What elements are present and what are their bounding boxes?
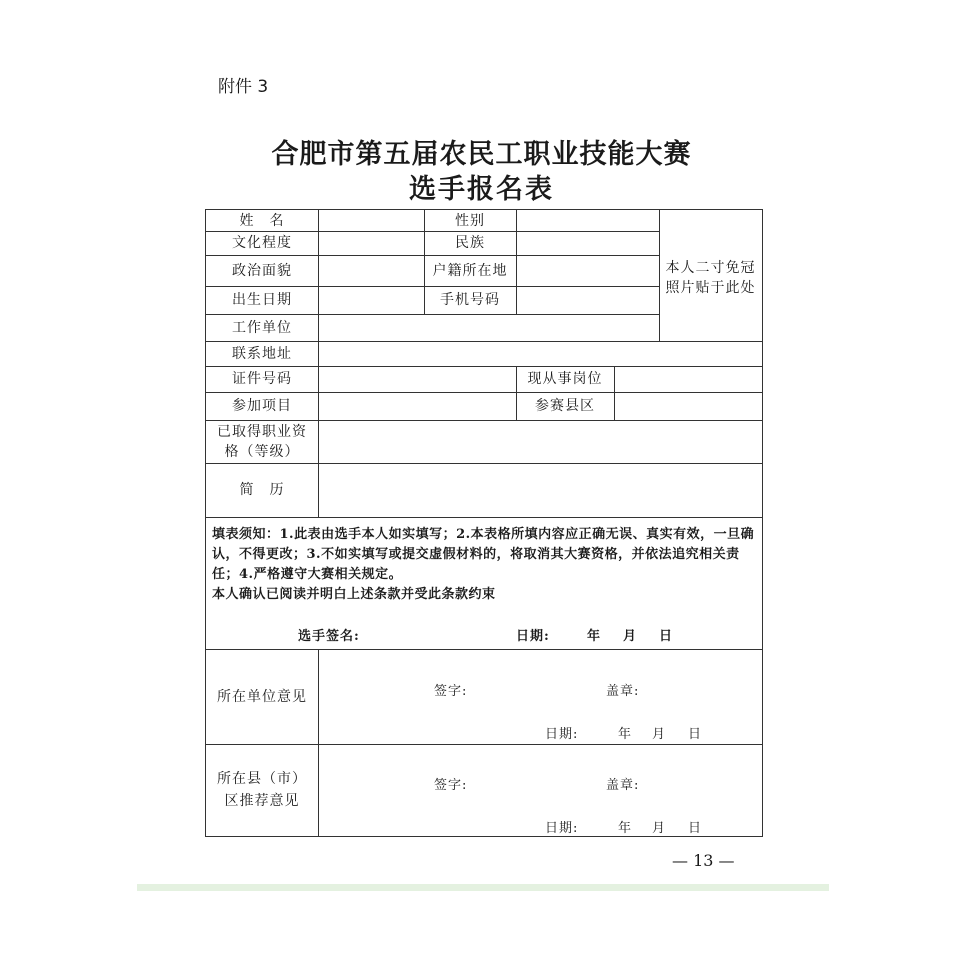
work-unit-field[interactable] [318, 314, 659, 341]
gender-field[interactable] [516, 210, 659, 231]
birth-date-label: 出生日期 [232, 292, 292, 308]
unit-seal-label: 盖章: [606, 684, 640, 699]
county-day: 日 [688, 821, 703, 836]
county-field[interactable] [614, 392, 762, 420]
education-field[interactable] [318, 231, 424, 255]
work-unit-label: 工作单位 [232, 319, 292, 336]
unit-year: 年 [618, 727, 633, 742]
county-month: 月 [652, 821, 667, 836]
id-number-field[interactable] [318, 366, 516, 392]
county-year: 年 [618, 821, 633, 836]
current-post-field[interactable] [614, 366, 762, 392]
political-status-field[interactable] [318, 255, 424, 286]
notice-day: 日 [659, 629, 674, 644]
notice-month: 月 [623, 629, 638, 644]
notice-date-label: 日期: [516, 629, 550, 644]
registration-form [205, 209, 763, 837]
resume-field[interactable] [318, 463, 762, 517]
county-date-label: 日期: [545, 821, 579, 836]
attachment-label: 附件 3 [218, 77, 269, 97]
qualification-label: 已取得职业资格（等级） [217, 423, 307, 460]
current-post-label: 现从事岗位 [527, 371, 603, 387]
education-label: 文化程度 [232, 235, 292, 251]
household-field[interactable] [516, 255, 659, 286]
event-field[interactable] [318, 392, 516, 420]
unit-month: 月 [652, 727, 667, 742]
address-label: 联系地址 [232, 345, 292, 362]
notice-confirm: 本人确认已阅读并明白上述条款并受此条款约束 [212, 587, 496, 602]
form-subtitle: 选手报名表 [409, 174, 554, 205]
footer-divider [137, 884, 829, 891]
political-status-label: 政治面貌 [232, 262, 292, 279]
gender-label: 性别 [455, 212, 485, 229]
address-field[interactable] [318, 341, 762, 366]
signature-label: 选手签名: [298, 629, 360, 644]
phone-field[interactable] [516, 286, 659, 314]
notice-text [212, 525, 758, 605]
unit-date-label: 日期: [545, 727, 579, 742]
name-field[interactable] [318, 210, 424, 231]
notice-rules: 填表须知：1.此表由选手本人如实填写；2.本表格所填内容应正确无误、真实有效，一旦确认，不得更改；3.不如实填写或提交虚假材料的，将取消其大赛资格，并依法追究相关责任；4.严格遵守大赛相关规定。 [212, 527, 755, 582]
unit-sign-label: 签字: [434, 684, 468, 699]
county-sign-label: 签字: [434, 778, 468, 793]
phone-label: 手机号码 [440, 292, 500, 308]
ethnicity-label: 民族 [455, 235, 485, 251]
qualification-field[interactable] [318, 420, 762, 463]
photo-placeholder: 本人二寸免冠照片贴于此处 [665, 260, 756, 296]
county-label: 参赛县区 [535, 398, 595, 414]
id-number-label: 证件号码 [232, 371, 292, 387]
household-label: 户籍所在地 [432, 262, 508, 279]
form-title: 合肥市第五届农民工职业技能大赛 [271, 139, 692, 170]
event-label: 参加项目 [232, 398, 292, 414]
name-label: 姓 名 [239, 212, 285, 229]
resume-label: 简 历 [239, 482, 285, 498]
page-number: — 13 — [672, 851, 735, 870]
unit-day: 日 [688, 727, 703, 742]
unit-opinion-label: 所在单位意见 [217, 688, 307, 705]
ethnicity-field[interactable] [516, 231, 659, 255]
notice-year: 年 [587, 629, 602, 644]
county-opinion-label: 所在县（市）区推荐意见 [217, 771, 307, 809]
birth-date-field[interactable] [318, 286, 424, 314]
county-seal-label: 盖章: [606, 778, 640, 793]
